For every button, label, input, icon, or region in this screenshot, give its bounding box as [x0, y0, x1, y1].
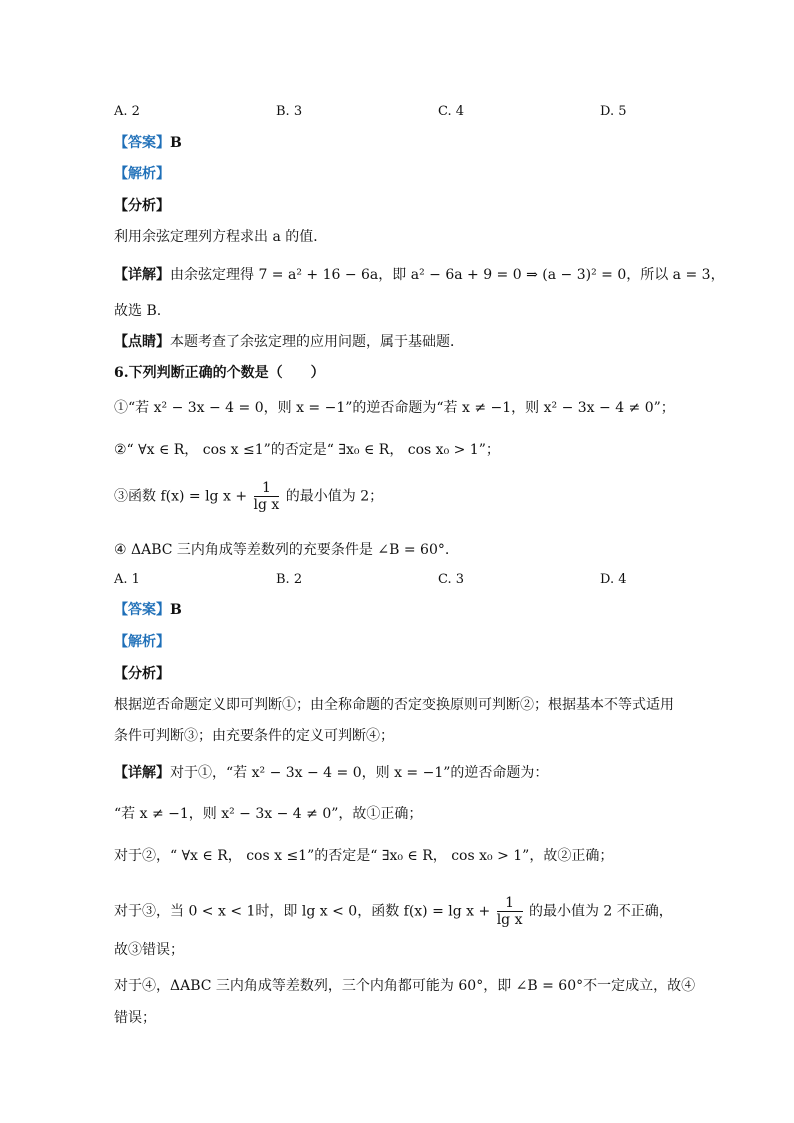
q6-option-a: A. 1: [114, 572, 140, 587]
q5-answer-line: [114, 133, 182, 153]
q6-fenxi-line-1: 根据逆否命题定义即可判断①；由全称命题的否定变换原则可判断②；根据基本不等式适用: [114, 697, 674, 713]
q6-fenxi-line-2: 条件可判断③；由充要条件的定义可判断④；: [114, 728, 394, 744]
q6-detail-line-4: [114, 895, 673, 928]
q5-analysis-tag: 【解析】: [114, 166, 170, 182]
q6-detail-line-2: “若 x ≠ −1，则 x² − 3x − 4 ≠ 0”，故①正确；: [114, 806, 423, 822]
detail4-numerator: 1: [497, 895, 523, 912]
q6-option-c: C. 3: [438, 572, 465, 587]
answer-tag: 【答案】: [114, 602, 170, 618]
q6-stem: 6.下列判断正确的个数是（ ）: [114, 365, 325, 381]
item3-post: 的最小值为 2；: [285, 488, 384, 505]
q6-detail-line-6: 对于④，ΔABC 三内角成等差数列，三个内角都可能为 60°，即 ∠B = 60°不一定成立，故④: [114, 978, 696, 994]
q6-item-4: ④ ΔABC 三内角成等差数列的充要条件是 ∠B = 60°.: [114, 542, 450, 558]
answer-value: B: [170, 602, 182, 618]
q5-option-c: C. 4: [438, 104, 465, 119]
detail4-fraction: [497, 895, 523, 928]
q6-answer-line: [114, 600, 182, 620]
comment-text: 本题考查了余弦定理的应用问题，属于基础题．: [170, 334, 464, 350]
q6-detail-line-5: 故③错误；: [114, 942, 184, 958]
q6-analysis-tag: 【解析】: [114, 634, 170, 650]
item3-denominator: lg x: [253, 497, 280, 513]
q5-option-d: D. 5: [600, 104, 627, 119]
q6-detail-line-3: 对于②，“ ∀x ∈ R， cos x ≤1”的否定是“ ∃x₀ ∈ R， cos x₀ > 1”，故②正确；: [114, 848, 614, 864]
q6-option-d: D. 4: [600, 572, 627, 587]
answer-value: B: [170, 135, 182, 151]
q6-item-3: [114, 480, 383, 513]
q5-fenxi-text: 利用余弦定理列方程求出 a 的值．: [114, 229, 328, 245]
detail-tag: 【详解】: [114, 765, 170, 781]
q5-fenxi-tag: 【分析】: [114, 198, 170, 214]
q6-detail-line-1: [114, 763, 548, 783]
detail4-pre: 对于③，当 0 < x < 1时，即 lg x < 0，函数 f(x) = lg x +: [114, 903, 491, 920]
q5-option-b: B. 3: [276, 104, 303, 119]
answer-tag: 【答案】: [114, 135, 170, 151]
item3-fraction: [254, 480, 280, 513]
q5-option-a: A. 2: [114, 104, 140, 119]
detail4-post: 的最小值为 2 不正确，: [528, 903, 673, 920]
q6-fenxi-tag: 【分析】: [114, 666, 170, 682]
detail-tag: 【详解】: [114, 267, 170, 283]
item3-numerator: 1: [254, 480, 280, 497]
q5-conclusion: 故选 B.: [114, 303, 162, 319]
comment-tag: 【点睛】: [114, 334, 170, 350]
q6-item-1: ①“若 x² − 3x − 4 = 0，则 x = −1”的逆否命题为“若 x ≠ −1，则 x² − 3x − 4 ≠ 0”；: [114, 400, 675, 416]
item3-pre: ③函数 f(x) = lg x +: [114, 488, 248, 505]
q5-comment-line: [114, 332, 464, 352]
detail-text: 由余弦定理得 7 = a² + 16 − 6a，即 a² − 6a + 9 = 0 ⇒ (a − 3)² = 0，所以 a = 3，: [170, 267, 725, 283]
q6-option-b: B. 2: [276, 572, 303, 587]
detail-text: 对于①，“若 x² − 3x − 4 = 0，则 x = −1”的逆否命题为：: [170, 765, 549, 781]
detail4-denominator: lg x: [496, 912, 523, 928]
q6-item-2: ②“ ∀x ∈ R， cos x ≤1”的否定是“ ∃x₀ ∈ R， cos x₀ > 1”；: [114, 442, 500, 458]
q6-detail-line-7: 错误；: [114, 1010, 156, 1026]
q5-detail-line: [114, 265, 725, 285]
